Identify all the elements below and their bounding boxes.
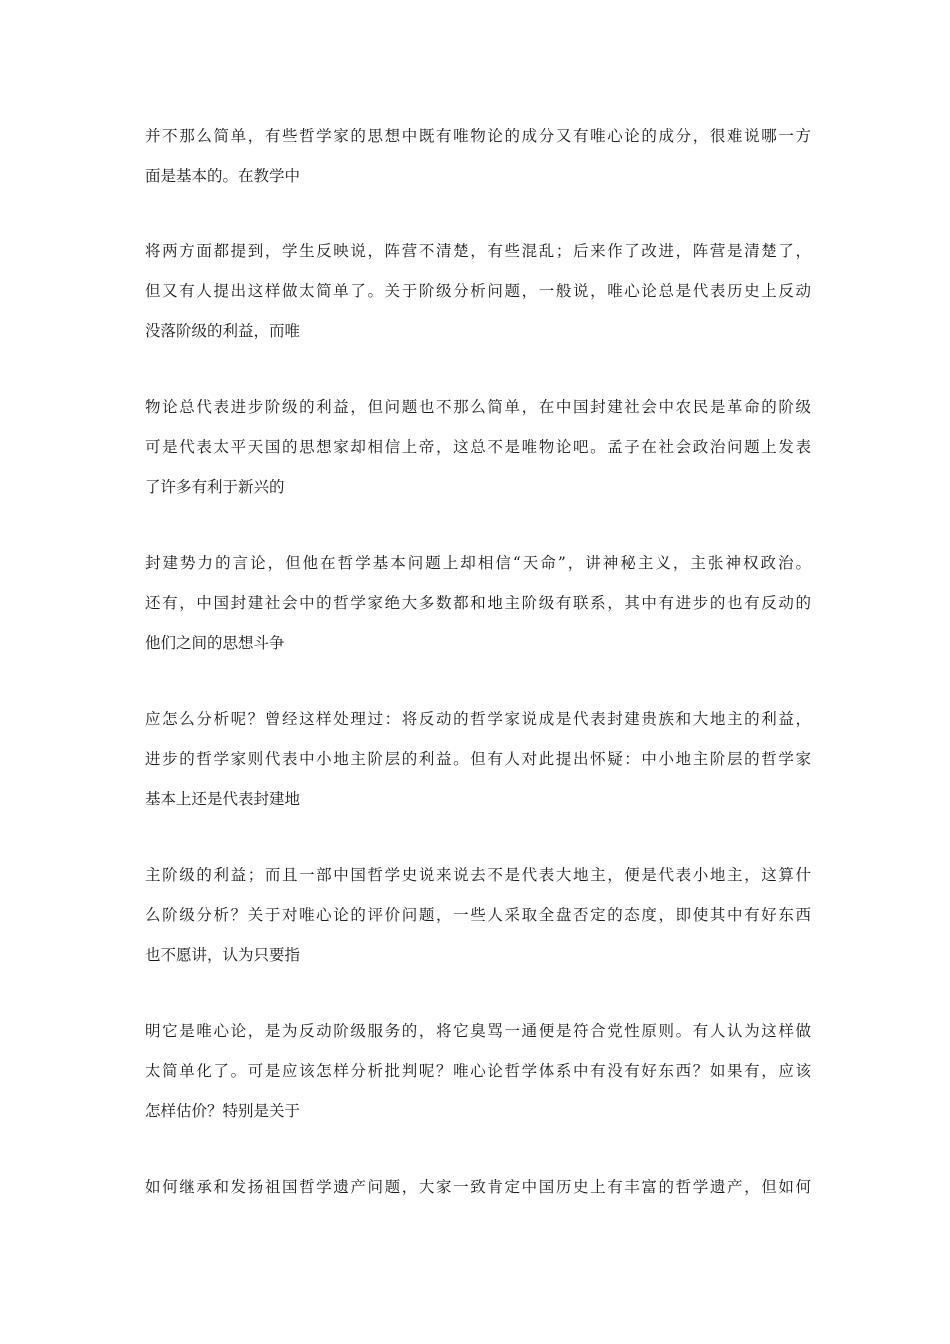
text-line: 面是基本的。在教学中 [145,167,301,185]
text-line: 么阶级分析？关于对唯心论的评价问题，一些人采取全盘否定的态度，即使其中有好东西 [145,906,811,924]
paragraph-8 [145,1167,811,1207]
text-line: 并不那么简单，有些哲学家的思想中既有唯物论的成分又有唯心论的成分，很难说哪一方 [145,127,811,145]
text-line: 了许多有利于新兴的 [145,478,285,496]
paragraph-4 [145,543,811,663]
text-line: 基本上还是代表封建地 [145,790,301,808]
text-line: 太简单化了。可是应该怎样分析批判呢？唯心论哲学体系中有没有好东西？如果有，应该 [145,1062,811,1080]
text-line: 怎样估价？特别是关于 [145,1102,301,1120]
paragraph-3 [145,387,811,507]
text-line: 应怎么分析呢？曾经这样处理过：将反动的哲学家说成是代表封建贵族和大地主的利益， [145,710,811,728]
text-line: 他们之间的思想斗争 [145,634,285,652]
text-line: 可是代表太平天国的思想家却相信上帝，这总不是唯物论吧。孟子在社会政治问题上发表 [145,438,811,456]
text-line: 将两方面都提到，学生反映说，阵营不清楚，有些混乱；后来作了改进，阵营是清楚了， [145,242,811,260]
text-line: 如何继承和发扬祖国哲学遗产问题，大家一致肯定中国历史上有丰富的哲学遗产，但如何 [145,1178,811,1196]
paragraph-2 [145,231,811,351]
text-line: 进步的哲学家则代表中小地主阶层的利益。但有人对此提出怀疑：中小地主阶层的哲学家 [145,750,811,768]
text-line: 但又有人提出这样做太简单了。关于阶级分析问题，一般说，唯心论总是代表历史上反动 [145,282,811,300]
paragraph-1 [145,116,811,196]
paragraph-7 [145,1011,811,1131]
paragraph-6 [145,855,811,975]
text-line: 明它是唯心论，是为反动阶级服务的，将它臭骂一通便是符合党性原则。有人认为这样做 [145,1022,811,1040]
paragraph-5 [145,699,811,819]
text-line: 也不愿讲，认为只要指 [145,946,301,964]
text-line: 封建势力的言论，但他在哲学基本问题上却相信“天命”，讲神秘主义，主张神权政治。 [145,554,811,572]
text-line: 物论总代表进步阶级的利益，但问题也不那么简单，在中国封建社会中农民是革命的阶级 [145,398,811,416]
text-line: 没落阶级的利益，而唯 [145,322,301,340]
text-line: 还有，中国封建社会中的哲学家绝大多数都和地主阶级有联系，其中有进步的也有反动的 [145,594,811,612]
text-line: 主阶级的利益；而且一部中国哲学史说来说去不是代表大地主，便是代表小地主，这算什 [145,866,811,884]
